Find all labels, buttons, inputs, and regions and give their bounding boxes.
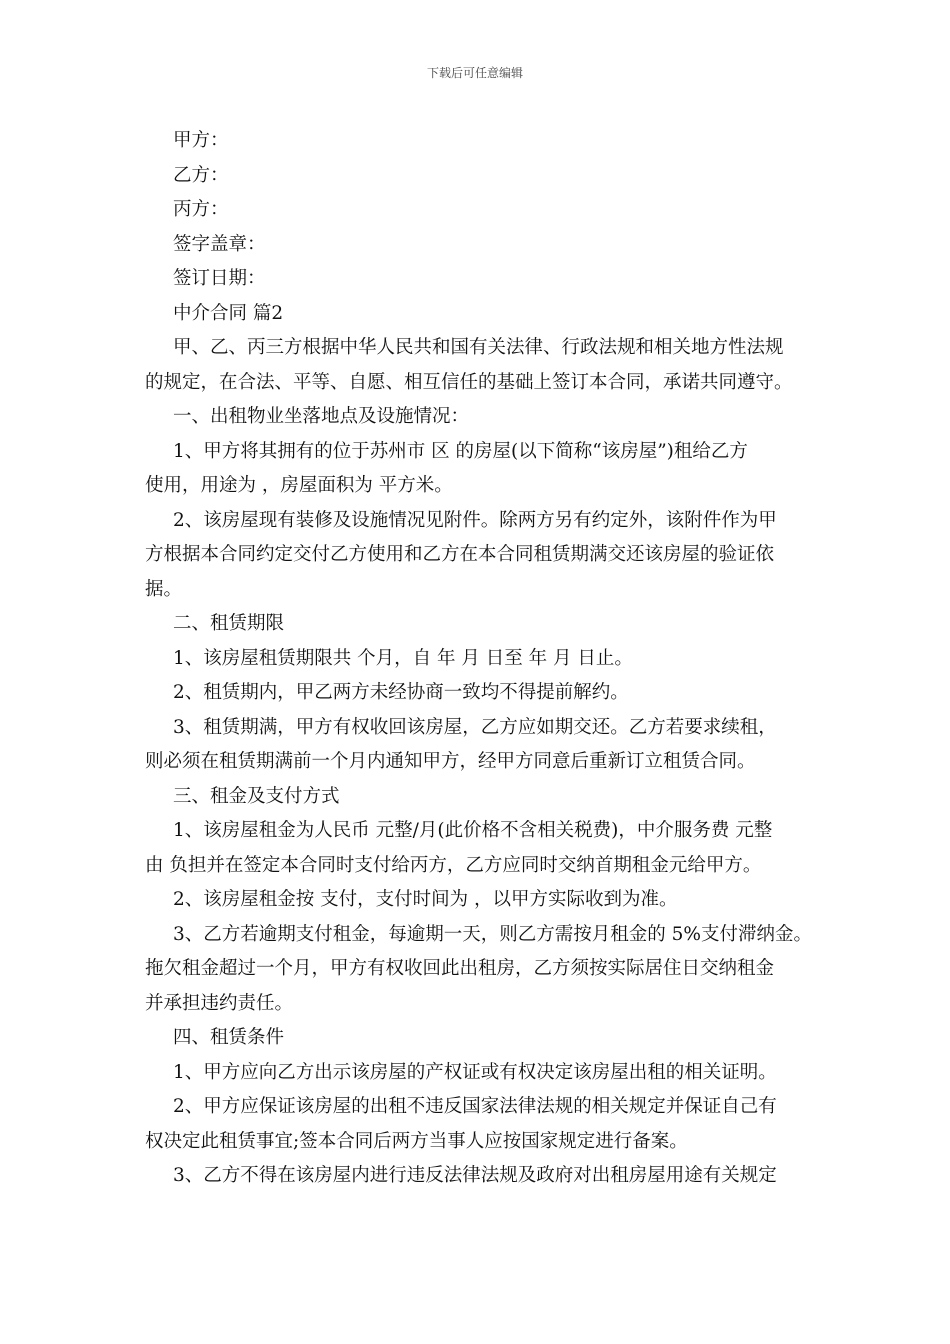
text-line: 拖欠租金超过一个月，甲方有权收回此出租房，乙方须按实际居住日交纳租金 — [145, 958, 775, 979]
text-line: 由 负担并在签定本合同时支付给丙方，乙方应同时交纳首期租金元给甲方。 — [145, 854, 762, 876]
text-line: 2、该房屋租金按 支付，支付时间为 ，以甲方实际收到为准。 — [173, 889, 678, 910]
sign-seal-line: 签字盖章： — [173, 233, 266, 255]
header-watermark: 下载后可任意编辑 — [426, 66, 523, 80]
text-line: 3、乙方若逾期支付租金，每逾期一天，则乙方需按月租金的 5%支付滞纳金。 — [173, 923, 813, 945]
party-c-line: 丙方： — [173, 199, 229, 220]
text-line: 1、该房屋租赁期限共 个月，自 年 月 日至 年 月 日止。 — [173, 647, 633, 669]
text-line: 3、租赁期满，甲方有权收回该房屋，乙方应如期交还。乙方若要求续租， — [173, 716, 777, 738]
text-line: 据。 — [145, 578, 183, 600]
text-line: 甲、乙、丙三方根据中华人民共和国有关法律、行政法规和相关地方性法规 — [173, 337, 784, 358]
text-line: 2、该房屋现有装修及设施情况见附件。除两方另有约定外，该附件作为甲 — [173, 509, 777, 531]
section-title: 中介合同 篇2 — [173, 302, 284, 324]
text-line: 的规定，在合法、平等、自愿、相互信任的基础上签订本合同，承诺共同遵守。 — [145, 371, 793, 393]
text-line: 三、租金及支付方式 — [173, 785, 340, 807]
party-b-line: 乙方： — [173, 164, 229, 186]
document-body — [145, 124, 813, 1194]
text-line: 1、甲方将其拥有的位于苏州市 区 的房屋(以下简称“该房屋”)租给乙方 — [173, 440, 748, 462]
text-line: 并承担违约责任。 — [145, 992, 294, 1014]
text-line: 使用，用途为 ，房屋面积为 平方米。 — [145, 475, 453, 496]
text-line: 3、乙方不得在该房屋内进行违反法律法规及政府对出租房屋用途有关规定 — [173, 1165, 777, 1186]
text-line: 一、出租物业坐落地点及设施情况： — [173, 406, 470, 427]
text-line: 二、租赁期限 — [173, 613, 285, 634]
text-line: 权决定此租赁事宜;签本合同后两方当事人应按国家规定进行备案。 — [145, 1130, 688, 1152]
text-line: 2、租赁期内，甲乙两方未经协商一致均不得提前解约。 — [173, 682, 629, 703]
text-line: 方根据本合同约定交付乙方使用和乙方在本合同租赁期满交还该房屋的验证依 — [145, 544, 775, 565]
text-line: 1、该房屋租金为人民币 元整/月(此价格不含相关税费)，中介服务费 元整 — [173, 820, 773, 841]
party-a-line: 甲方： — [173, 130, 229, 151]
sign-date-line: 签订日期： — [173, 268, 266, 289]
contract-text — [145, 331, 813, 1194]
text-line: 四、租赁条件 — [173, 1027, 285, 1048]
text-line: 1、甲方应向乙方出示该房屋的产权证或有权决定该房屋出租的相关证明。 — [173, 1061, 777, 1083]
text-line: 则必须在租赁期满前一个月内通知甲方，经甲方同意后重新订立租赁合同。 — [145, 751, 756, 772]
text-line: 2、甲方应保证该房屋的出租不违反国家法律法规的相关规定并保证自己有 — [173, 1096, 777, 1117]
